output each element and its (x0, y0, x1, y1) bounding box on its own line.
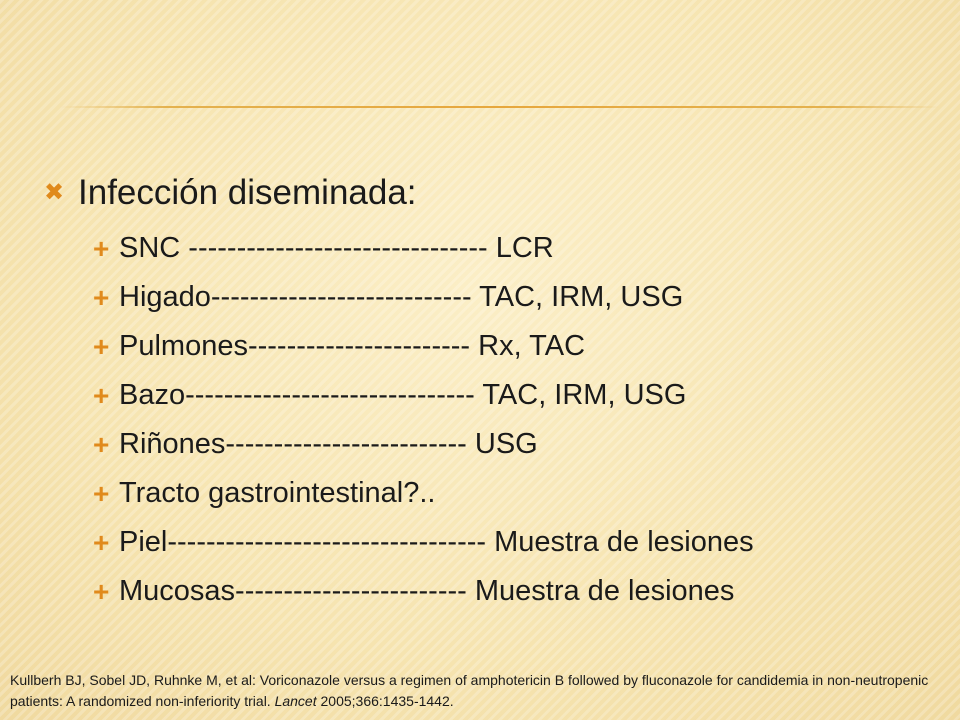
citation-text: Kullberh BJ, Sobel JD, Ruhnke M, et al: Voriconazole versus a regimen of amphotericin B followed by fluconazole for candidemia in non-neutropenic patients: A randomized non-inferiority trial. (10, 672, 929, 709)
title-divider-line (60, 106, 940, 108)
list-item-text: Bazo------------------------------ TAC, IRM, USG (119, 379, 687, 411)
list-item-text: SNC ------------------------------- LCR (119, 232, 554, 264)
list-item (0, 518, 960, 567)
citation-reference (10, 670, 950, 712)
list-item-text: Riñones------------------------- USG (119, 428, 538, 460)
list-item-text: Higado--------------------------- TAC, IRM, USG (119, 281, 684, 313)
plus-icon: + (93, 282, 110, 313)
plus-icon: + (93, 527, 110, 558)
sub-list (0, 224, 960, 616)
list-item (0, 567, 960, 616)
plus-icon: + (93, 576, 110, 607)
list-item (0, 371, 960, 420)
list-item (0, 322, 960, 371)
list-item-text: Mucosas------------------------ Muestra de lesiones (119, 575, 735, 607)
list-item (0, 420, 960, 469)
plus-icon: + (93, 429, 110, 460)
list-item (0, 469, 960, 518)
list-item-text: Tracto gastrointestinal?.. (119, 477, 436, 509)
slide-content (0, 162, 960, 616)
list-item-text: Piel--------------------------------- Muestra de lesiones (119, 526, 754, 558)
plus-icon: + (93, 380, 110, 411)
plus-icon: + (93, 478, 110, 509)
list-item (0, 273, 960, 322)
heading-text: Infección diseminada: (78, 173, 417, 212)
citation-details: 2005;366:1435-1442. (316, 693, 454, 709)
plus-icon: + (93, 331, 110, 362)
list-item (0, 224, 960, 273)
plus-icon: + (93, 233, 110, 264)
heading-item (0, 162, 960, 224)
list-item-text: Pulmones----------------------- Rx, TAC (119, 330, 586, 362)
citation-journal: Lancet (274, 693, 317, 709)
x-mark-icon: ✖ (44, 179, 65, 206)
